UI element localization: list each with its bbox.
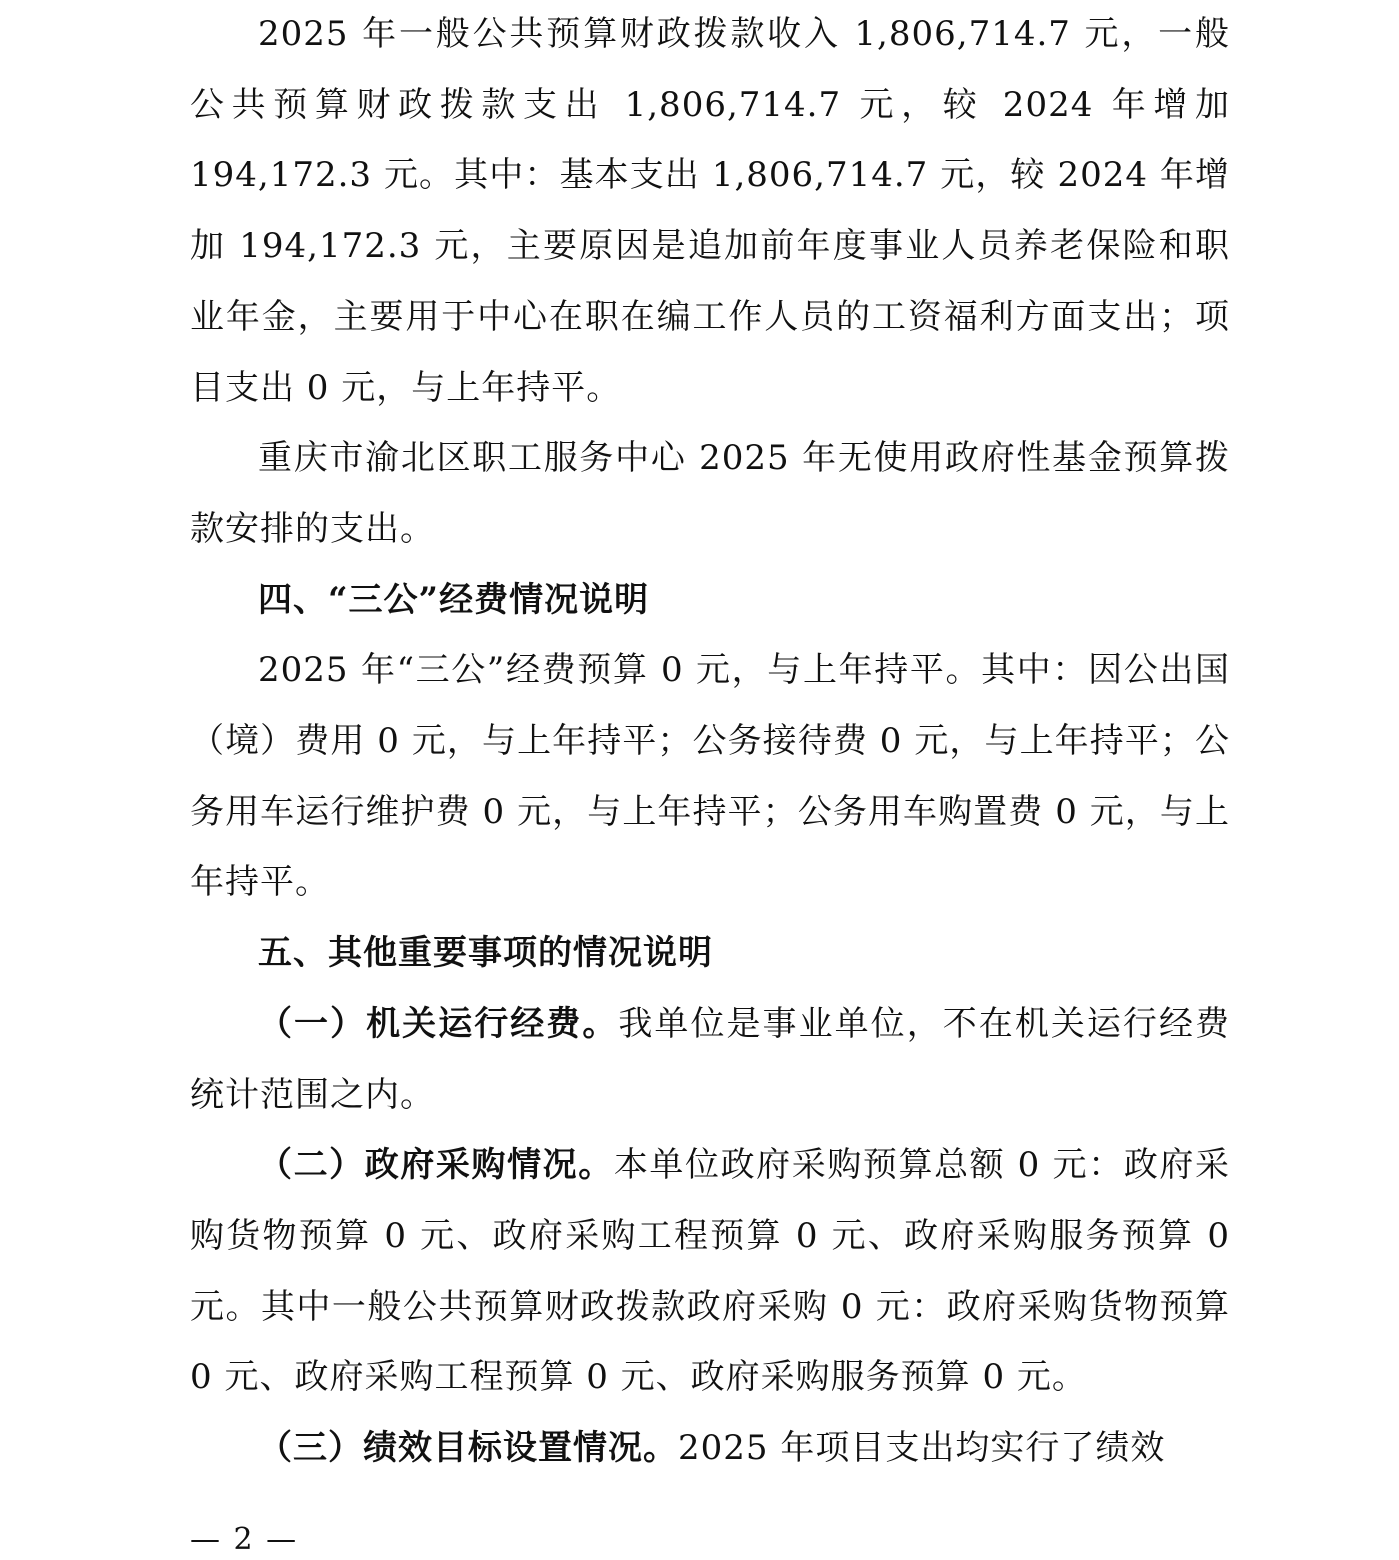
procurement-title: （二）政府采购情况。: [258, 1145, 614, 1186]
procurement-body: 本单位政府采购预算总额 0 元：政府采购货物预算 0 元、政府采购工程预算 0 元、政府采购服务预算 0 元。其中一般公共预算财政拨款政府采购 0 元：政府采购货物预算 0 元、政府采购工程预算 0 元、政府采购服务预算 0 元。: [190, 1145, 1231, 1398]
performance-body: 2025 年项目支出均实行了绩效: [678, 1428, 1166, 1469]
performance-title: （三）绩效目标设置情况。: [258, 1428, 678, 1469]
operating-cost-title: （一）机关运行经费。: [258, 1003, 619, 1044]
fund-paragraph: 重庆市渝北区职工服务中心 2025 年无使用政府性基金预算拨款安排的支出。: [190, 438, 1230, 549]
page-number: — 2 —: [190, 1522, 299, 1557]
section-heading-five: 五、其他重要事项的情况说明: [258, 933, 713, 974]
document-page: [190, 0, 1230, 1484]
procurement-paragraph: [190, 1130, 1230, 1413]
performance-paragraph: [190, 1413, 1230, 1484]
operating-cost-body: 我单位是事业单位，不在机关运行经费统计范围之内。: [190, 1003, 1231, 1115]
section-heading-four: 四、“三公”经费情况说明: [258, 579, 650, 620]
operating-cost-paragraph: [190, 989, 1230, 1130]
budget-paragraph: 2025 年一般公共预算财政拨款收入 1,806,714.7 元，一般公共预算财政拨款支出 1,806,714.7 元，较 2024 年增加 194,172.3 元。其中：基本支出 1,806,714.7 元，较 2024 年增加 194,172.3 元，主要原因是追加前年度事业人员养老保险和职业年金，主要用于中心在职在编工作人员的工资福利方面支出；项目支出 0 元，与上年持平。: [190, 14, 1230, 408]
three-public-paragraph: 2025 年“三公”经费预算 0 元，与上年持平。其中：因公出国（境）费用 0 元，与上年持平；公务接待费 0 元，与上年持平；公务用车运行维护费 0 元，与上年持平；公务用车购置费 0 元，与上年持平。: [190, 650, 1230, 903]
